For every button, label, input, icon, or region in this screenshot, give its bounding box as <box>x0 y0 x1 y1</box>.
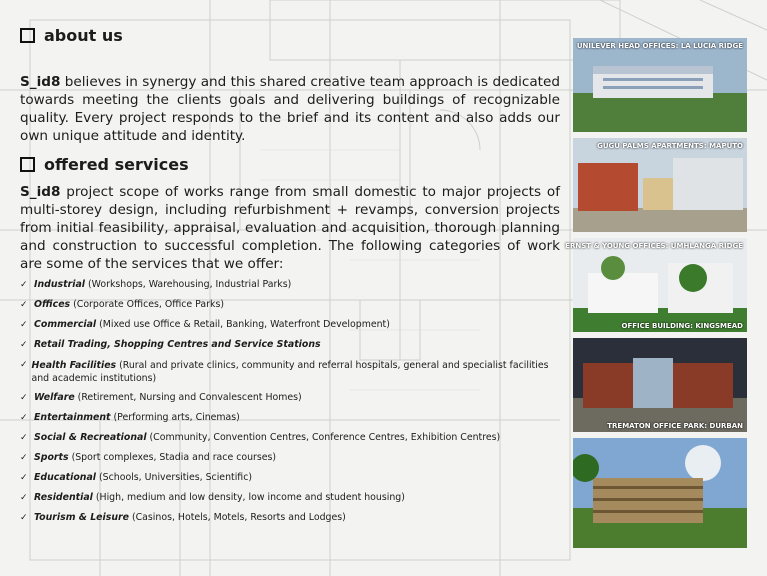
service-item <box>20 508 560 528</box>
service-description: (Schools, Universities, Scientific) <box>96 472 253 483</box>
service-item <box>20 388 560 408</box>
service-item <box>20 448 560 468</box>
brand-name: S_id8 <box>20 74 61 90</box>
service-description: (Retirement, Nursing and Convalescent Homes) <box>74 392 302 403</box>
service-category: Commercial <box>34 319 97 330</box>
service-category: Offices <box>34 299 71 310</box>
service-item <box>20 335 560 355</box>
building-illustration <box>573 338 747 432</box>
building-illustration <box>573 438 747 548</box>
services-heading-text: offered services <box>44 155 189 174</box>
checkmark-icon: ✓ <box>20 360 28 370</box>
service-text <box>34 408 240 428</box>
service-item <box>20 488 560 508</box>
project-photo-kingsmead <box>573 338 747 432</box>
building-illustration <box>573 38 747 132</box>
service-category: Educational <box>34 472 97 483</box>
main-content <box>20 26 560 528</box>
service-text <box>34 448 276 468</box>
checkmark-icon: ✓ <box>20 300 28 310</box>
service-text <box>31 359 560 385</box>
project-photo-unilever <box>573 38 747 132</box>
checkmark-icon: ✓ <box>20 513 28 523</box>
service-category: Entertainment <box>34 412 111 423</box>
service-description: (Casinos, Hotels, Motels, Resorts and Lodges) <box>128 512 346 523</box>
caption-1: UNILEVER HEAD OFFICES: LA LUCIA RIDGE <box>576 42 743 50</box>
service-description: (Rural and private clinics, community and referral hospitals, general and specialist facilities and academic institutions) <box>31 360 549 384</box>
checkmark-icon: ✓ <box>20 433 28 443</box>
checkmark-icon: ✓ <box>20 320 28 330</box>
service-text <box>34 428 500 448</box>
service-text <box>34 488 405 508</box>
service-item <box>20 408 560 428</box>
about-heading <box>20 26 560 45</box>
building-illustration <box>573 138 747 232</box>
service-text <box>34 295 224 315</box>
service-description: (High, medium and low density, low income and student housing) <box>92 492 405 503</box>
service-item <box>20 275 560 295</box>
checkmark-icon: ✓ <box>20 453 28 463</box>
service-category: Health Facilities <box>31 360 117 371</box>
checkbox-icon <box>20 157 35 172</box>
checkmark-icon: ✓ <box>20 473 28 483</box>
service-category: Sports <box>34 452 69 463</box>
service-category: Residential <box>34 492 93 503</box>
project-photo-gugu-palms <box>573 138 747 232</box>
checkmark-icon: ✓ <box>20 280 28 290</box>
service-item <box>20 315 560 335</box>
service-text <box>34 335 321 355</box>
checkbox-icon <box>20 28 35 43</box>
building-illustration <box>573 238 747 332</box>
service-category: Retail Trading, Shopping Centres and Service Stations <box>34 339 321 350</box>
service-description: (Sport complexes, Stadia and race courses) <box>68 452 277 463</box>
service-category: Welfare <box>34 392 75 403</box>
service-category: Industrial <box>34 279 85 290</box>
service-text <box>34 388 302 408</box>
project-photo-trematon <box>573 438 747 548</box>
service-item <box>20 359 560 385</box>
service-description: (Mixed use Office & Retail, Banking, Waterfront Development) <box>96 319 390 330</box>
service-text <box>34 315 390 335</box>
service-text <box>34 275 291 295</box>
about-paragraph <box>20 73 560 145</box>
project-gallery <box>565 38 747 554</box>
service-description: (Workshops, Warehousing, Industrial Parks) <box>85 279 292 290</box>
project-photo-ernst-young <box>565 238 747 332</box>
caption-3: ERNST & YOUNG OFFICES: UMHLANGA RIDGE <box>565 242 743 250</box>
service-item <box>20 428 560 448</box>
about-heading-text: about us <box>44 26 123 45</box>
service-text <box>34 508 346 528</box>
service-category: Tourism & Leisure <box>34 512 129 523</box>
brand-name: S_id8 <box>20 184 61 200</box>
service-item <box>20 295 560 315</box>
services-list <box>20 275 560 528</box>
about-text: believes in synergy and this shared creative team approach is dedicated towards meeting the clients goals and delivering buildings of recognizable quality. Every project responds to the brief and its content and also adds our own unique attitude and identity. <box>20 74 560 144</box>
services-heading <box>20 155 560 174</box>
caption-5: TREMATON OFFICE PARK: DURBAN <box>607 422 743 430</box>
checkmark-icon: ✓ <box>20 493 28 503</box>
services-paragraph <box>20 183 560 273</box>
service-description: (Performing arts, Cinemas) <box>110 412 240 423</box>
services-text: project scope of works range from small domestic to major projects of multi-storey design, including refurbishment + revamps, conversion projects from initial feasibility, appraisal, evaluation and acquisition, thorough planning and construction to successful completion. The following categories of work are some of the services that we offer: <box>20 184 560 272</box>
service-category: Social & Recreational <box>34 432 147 443</box>
service-description: (Corporate Offices, Office Parks) <box>70 299 224 310</box>
caption-2: GUGU PALMS APARTMENTS: MAPUTO <box>597 142 743 150</box>
service-text <box>34 468 252 488</box>
checkmark-icon: ✓ <box>20 340 28 350</box>
checkmark-icon: ✓ <box>20 413 28 423</box>
checkmark-icon: ✓ <box>20 393 28 403</box>
service-item <box>20 468 560 488</box>
caption-4: OFFICE BUILDING: KINGSMEAD <box>621 322 743 330</box>
service-description: (Community, Convention Centres, Conference Centres, Exhibition Centres) <box>146 432 501 443</box>
